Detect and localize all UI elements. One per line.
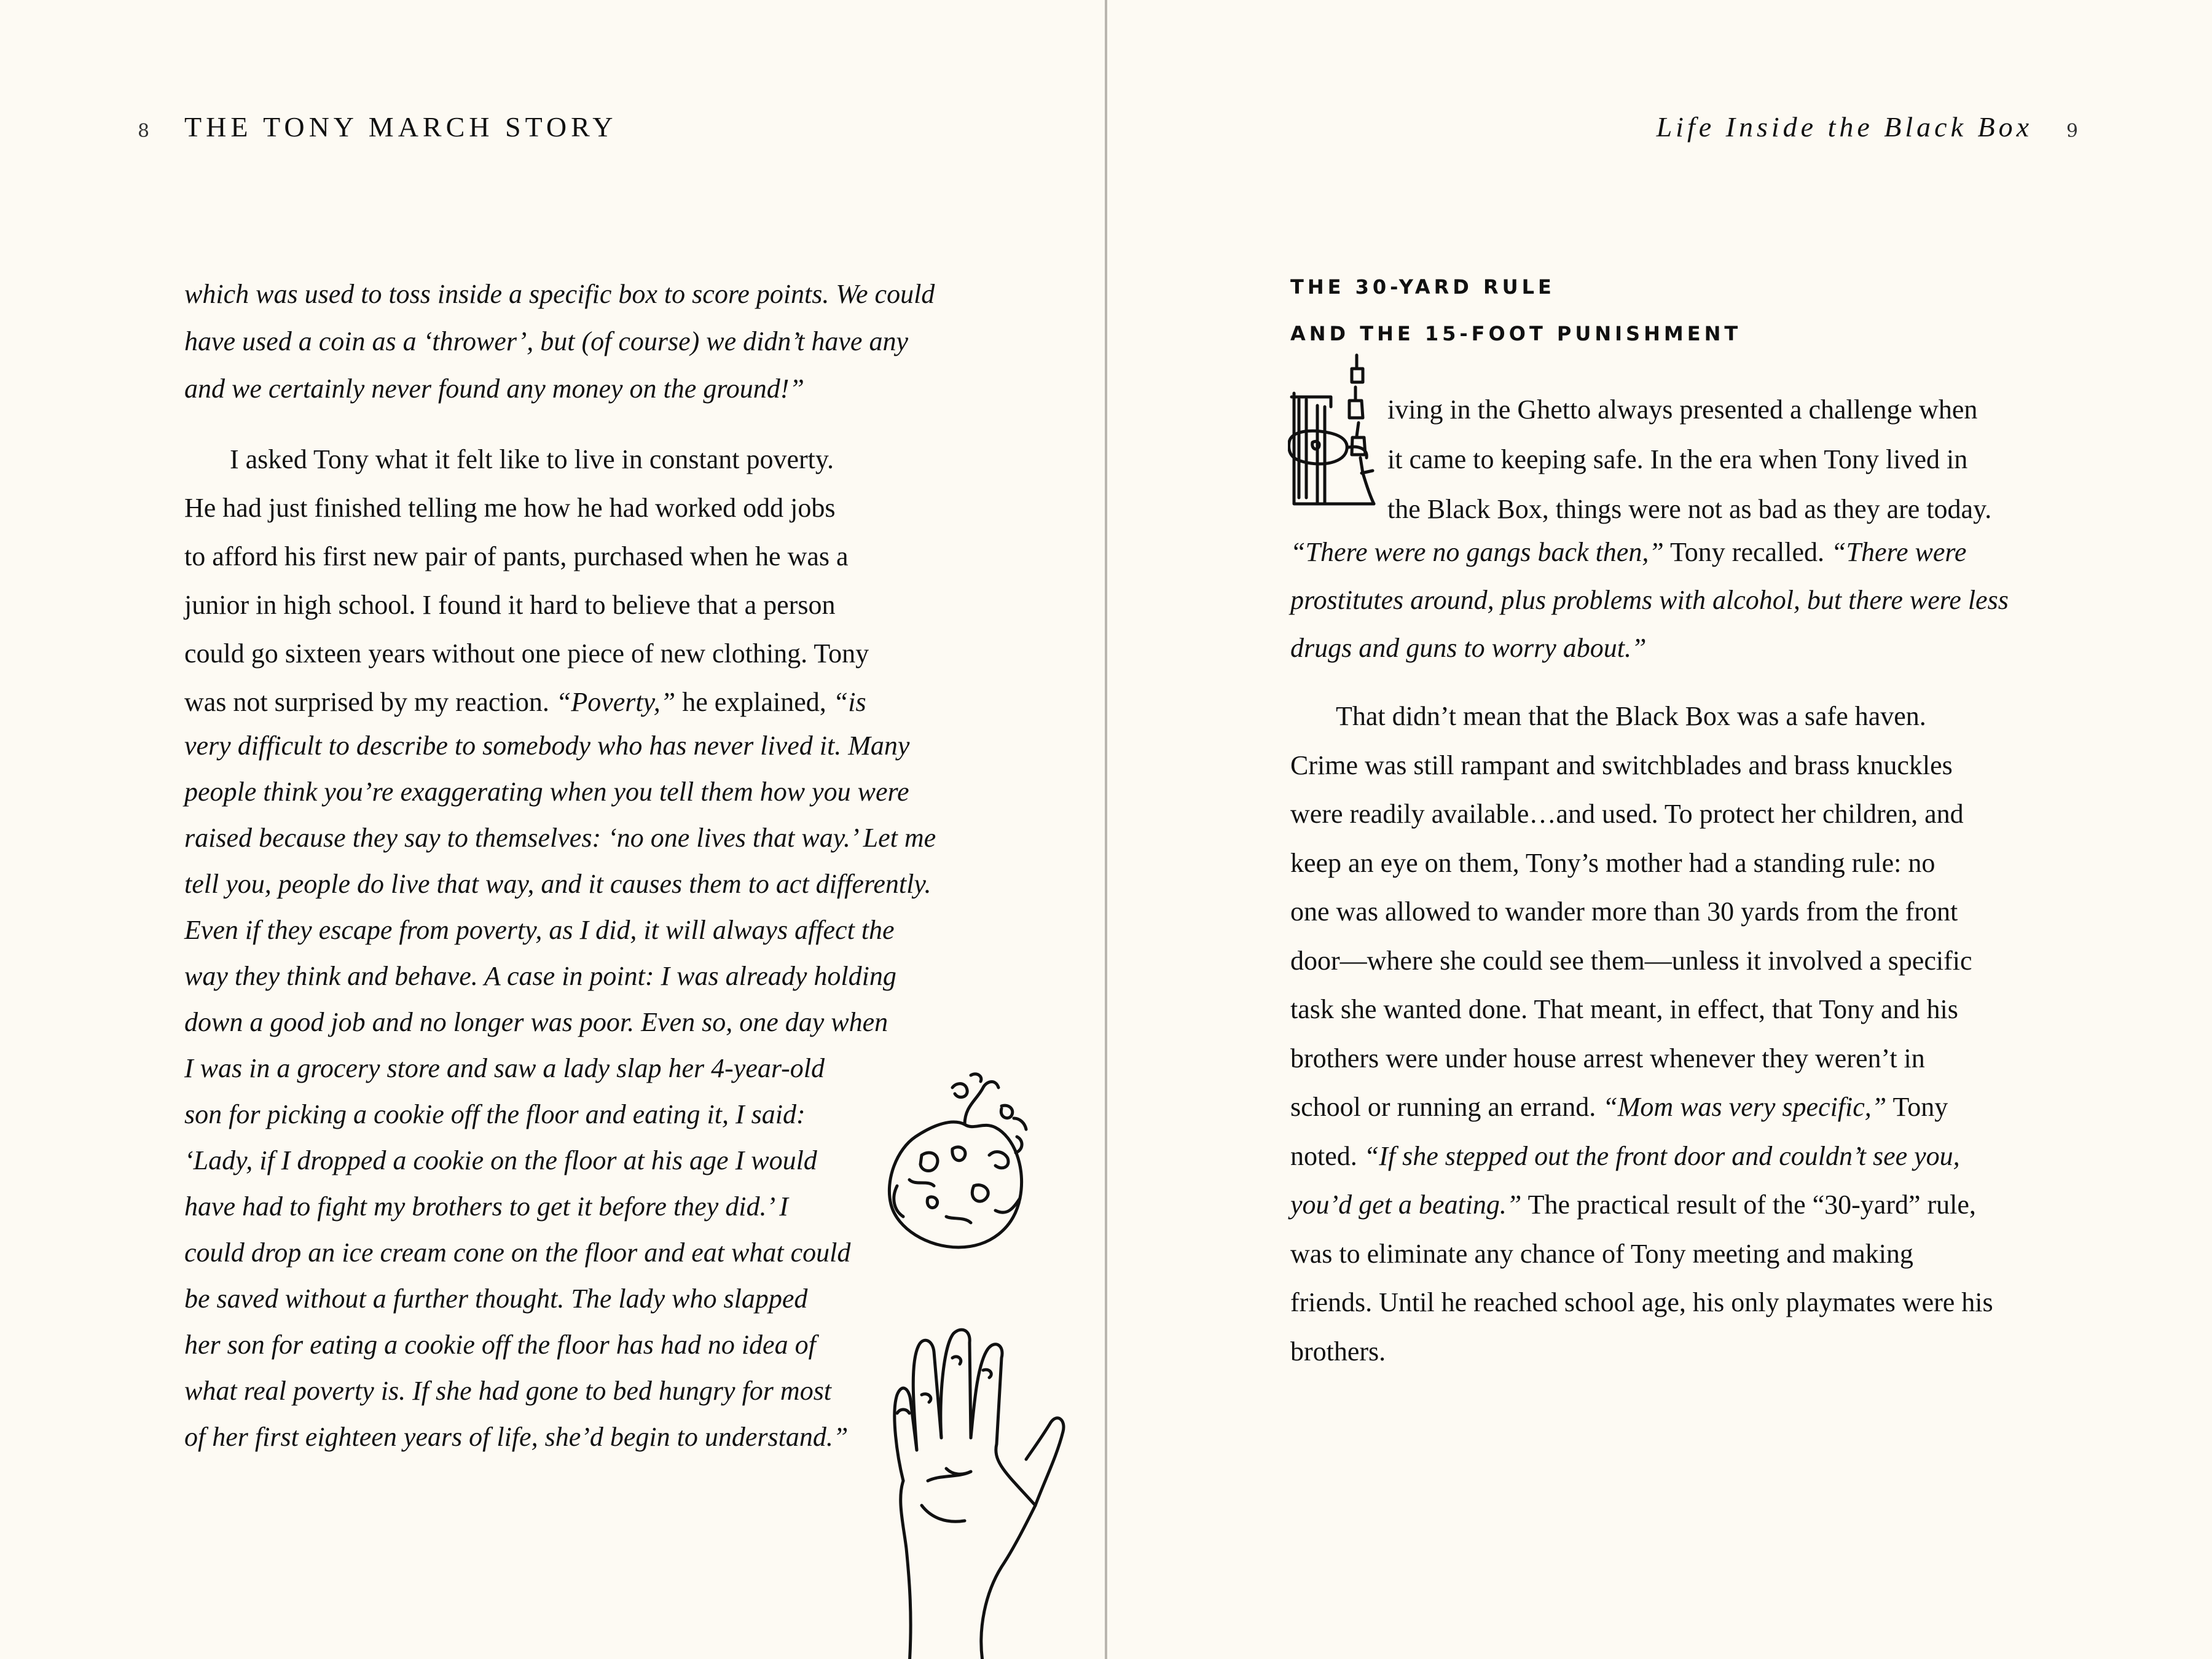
dropcap-paragraph-lines: [1387, 385, 2149, 534]
paragraph-safe-haven: [1290, 692, 2052, 1376]
dropcap-l-drawing: [1288, 350, 1380, 511]
text-line-mixed: [1290, 1083, 2052, 1132]
text-line: one was allowed to wander more than 30 yards from the front: [1290, 896, 1958, 927]
paragraph-poverty: [184, 435, 946, 726]
text-run: “Poverty,”: [555, 687, 676, 717]
text-line: Crime was still rampant and switchblades and brass knuckles: [1290, 750, 1953, 780]
quote-poverty: [184, 723, 946, 1460]
text-line: task she wanted done. That meant, in effect, that Tony and his: [1290, 994, 1958, 1024]
text-line: her son for eating a cookie off the floor has had no idea of: [184, 1330, 816, 1360]
text-run: “Mom was very specific,”: [1602, 1092, 1887, 1122]
text-line: to afford his first new pair of pants, purchased when he was a: [184, 541, 849, 571]
text-run: school or running an errand.: [1290, 1092, 1603, 1122]
text-line: have had to fight my brothers to get it before they did.’ I: [184, 1191, 788, 1222]
opening-quote: [184, 270, 946, 412]
text-line: down a good job and no longer was poor. Even so, one day when: [184, 1007, 888, 1037]
reaching-hand-drawing: [885, 1321, 1081, 1659]
cookie-drawing: [873, 1063, 1057, 1260]
text-run: “is: [833, 687, 866, 717]
text-line: could go sixteen years without one piece of new clothing. Tony: [184, 638, 869, 669]
quote-gangs: [1290, 528, 2052, 672]
text-line: ‘Lady, if I dropped a cookie on the floor at his age I would: [184, 1145, 817, 1175]
text-line: were readily available…and used. To protect her children, and: [1290, 799, 1964, 829]
text-line: way they think and behave. A case in point: I was already holding: [184, 961, 896, 991]
left-page: [0, 0, 1105, 1659]
text-line: of her first eighteen years of life, she’d begin to understand.”: [184, 1422, 849, 1452]
running-head-left: THE TONY MARCH STORY: [184, 111, 618, 143]
text-line: door—where she could see them—unless it involved a specific: [1290, 945, 1972, 976]
text-line: iving in the Ghetto always presented a challenge when: [1387, 394, 1978, 425]
text-line: have used a coin as a ‘thrower’, but (of course) we didn’t have any: [184, 326, 908, 356]
text-run: you’d get a beating.”: [1290, 1190, 1522, 1220]
text-line: what real poverty is. If she had gone to bed hungry for most: [184, 1376, 832, 1406]
running-head-right: Life Inside the Black Box: [1656, 111, 2033, 143]
text-line: raised because they say to themselves: ‘no one lives that way.’ Let me: [184, 823, 936, 853]
text-run: “There were: [1831, 537, 1967, 567]
text-line: prostitutes around, plus problems with alcohol, but there were less: [1290, 585, 2009, 615]
text-line: keep an eye on them, Tony’s mother had a standing rule: no: [1290, 847, 1936, 878]
text-line: and we certainly never found any money on the ground!”: [184, 374, 804, 404]
text-line: very difficult to describe to somebody who has never lived it. Many: [184, 731, 910, 761]
text-line: brothers.: [1290, 1336, 1386, 1367]
section-heading-line2: AND THE 15-FOOT PUNISHMENT: [1290, 322, 1742, 345]
text-line: be saved without a further thought. The lady who slapped: [184, 1284, 808, 1314]
text-line: That didn’t mean that the Black Box was a safe haven.: [1336, 701, 1926, 731]
section-heading-line1: THE 30-YARD RULE: [1290, 275, 1555, 299]
text-line: drugs and guns to worry about.”: [1290, 633, 1647, 663]
text-line: the Black Box, things were not as bad as they are today.: [1387, 494, 1992, 524]
text-run: “There were no gangs back then,”: [1290, 537, 1664, 567]
text-line: tell you, people do live that way, and it causes them to act differently.: [184, 869, 931, 899]
text-line-mixed: [1290, 528, 2052, 576]
text-run: noted.: [1290, 1140, 1364, 1171]
text-run: The practical result of the “30-yard” rule,: [1521, 1190, 1976, 1220]
text-line: people think you’re exaggerating when you tell them how you were: [184, 777, 909, 807]
text-run: was not surprised by my reaction.: [184, 687, 556, 717]
text-line: it came to keeping safe. In the era when Tony lived in: [1387, 444, 1968, 474]
text-line: brothers were under house arrest whenever they weren’t in: [1290, 1043, 1925, 1073]
text-line-mixed: [184, 678, 946, 726]
text-line: could drop an ice cream cone on the floor and eat what could: [184, 1237, 851, 1268]
text-line: was to eliminate any chance of Tony meeting and making: [1290, 1238, 1913, 1269]
page-number-left: 8: [138, 120, 150, 142]
text-line: I asked Tony what it felt like to live in constant poverty.: [230, 444, 834, 474]
text-line: I was in a grocery store and saw a lady slap her 4-year-old: [184, 1053, 825, 1083]
text-run: he explained,: [675, 687, 833, 717]
text-line-mixed: [1290, 1180, 2052, 1230]
text-line: Even if they escape from poverty, as I did, it will always affect the: [184, 915, 895, 945]
text-line: friends. Until he reached school age, his only playmates were his: [1290, 1287, 1993, 1317]
text-line: which was used to toss inside a specific box to score points. We could: [184, 279, 935, 309]
page-number-right: 9: [2066, 120, 2078, 142]
text-run: Tony recalled.: [1663, 537, 1832, 567]
text-line: son for picking a cookie off the floor and eating it, I said:: [184, 1099, 806, 1129]
text-line: He had just finished telling me how he had worked odd jobs: [184, 493, 836, 523]
text-run: “If she stepped out the front door and couldn’t see you,: [1363, 1140, 1960, 1171]
text-line-mixed: [1290, 1132, 2052, 1181]
text-run: Tony: [1886, 1092, 1948, 1122]
text-line: junior in high school. I found it hard to believe that a person: [184, 590, 836, 620]
